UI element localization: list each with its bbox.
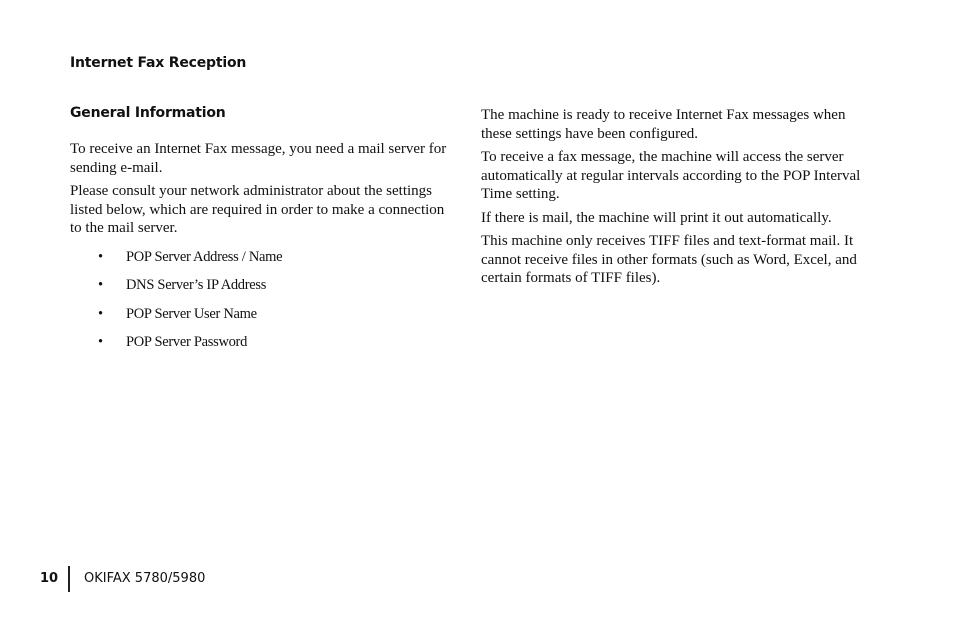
list-item-text: POP Server User Name <box>126 305 257 322</box>
ready-paragraph: The machine is ready to receive Internet Fax messages when these settings have been configured. <box>481 107 846 142</box>
page-footer <box>0 566 954 592</box>
list-item <box>70 248 455 277</box>
print-paragraph: If there is mail, the machine will print it out automatically. <box>481 209 832 226</box>
intro-paragraph: To receive an Internet Fax message, you need a mail server for sending e-mail. <box>70 141 447 176</box>
list-item-text: POP Server Address / Name <box>126 248 283 265</box>
list-item-text: POP Server Password <box>126 334 248 350</box>
left-column <box>70 140 455 362</box>
product-name: OKIFAX 5780/5980 <box>84 571 206 586</box>
section-title: Internet Fax Reception <box>70 55 247 71</box>
right-column <box>481 106 873 293</box>
list-item <box>70 333 455 362</box>
footer-divider <box>68 566 70 592</box>
list-item <box>70 276 455 305</box>
bullet-icon: • <box>98 334 103 350</box>
formats-paragraph: This machine only receives TIFF files and text-format mail. It cannot receive files in other formats (such as Word, Excel, and certain formats of TIFF files). <box>481 233 857 286</box>
bullet-icon: • <box>98 277 103 293</box>
access-paragraph: To receive a fax message, the machine will access the server automatically at regular intervals according to the POP Interval Time setting. <box>481 149 861 202</box>
list-item <box>70 305 455 334</box>
page-number: 10 <box>40 571 59 586</box>
settings-list <box>70 248 455 362</box>
bullet-icon: • <box>98 248 103 265</box>
bullet-icon: • <box>98 305 103 322</box>
list-item-text: DNS Server’s IP Address <box>126 277 267 293</box>
subsection-title: General Information <box>70 105 226 121</box>
settings-paragraph: Please consult your network administrator about the settings listed below, which are required in order to make a connection to the mail server. <box>70 183 445 236</box>
